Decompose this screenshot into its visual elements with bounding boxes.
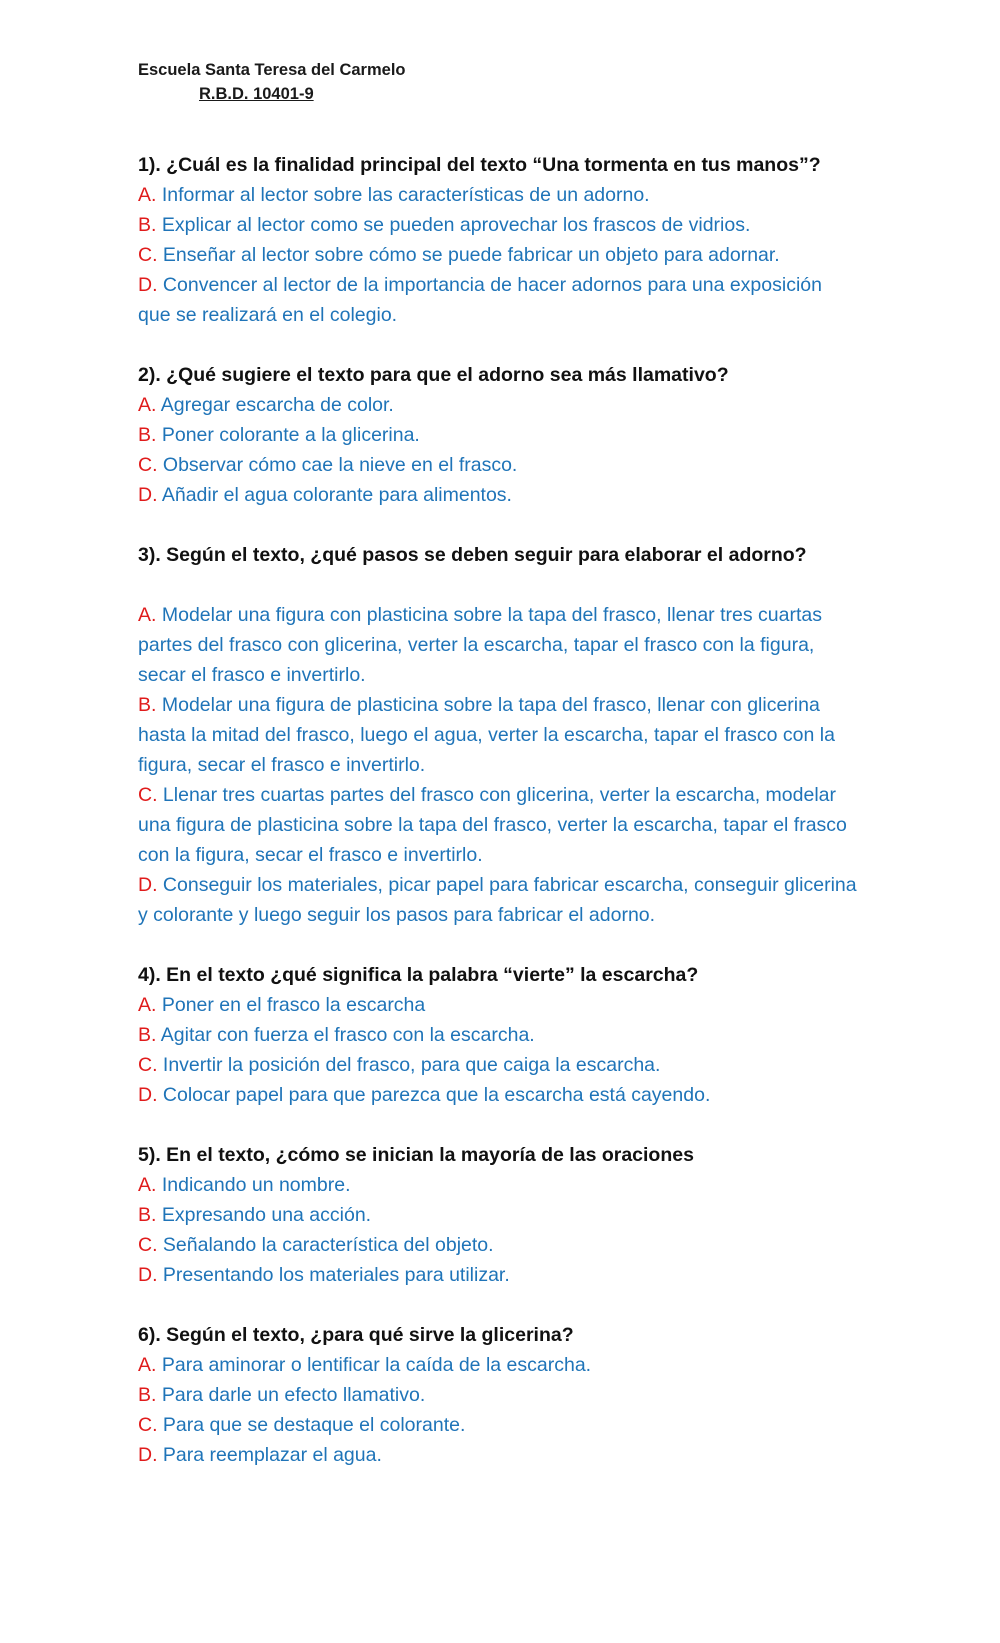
option-letter: B.: [138, 214, 157, 236]
option-c[interactable]: [138, 450, 858, 480]
question-1: [138, 150, 858, 330]
option-text: Explicar al lector como se pueden aprovechar los frascos de vidrios.: [161, 214, 751, 236]
option-text: Agitar con fuerza el frasco con la escarcha.: [160, 1024, 535, 1046]
option-letter: B.: [138, 1384, 157, 1406]
option-letter: B.: [138, 694, 157, 716]
option-letter: A.: [138, 184, 157, 206]
option-letter: D.: [138, 1444, 158, 1466]
option-letter: B.: [138, 1024, 157, 1046]
option-letter: A.: [138, 1174, 157, 1196]
option-a[interactable]: [138, 390, 858, 420]
option-letter: D.: [138, 274, 158, 296]
school-header: [138, 58, 406, 106]
option-letter: D.: [138, 1084, 158, 1106]
option-text: Añadir el agua colorante para alimentos.: [161, 484, 512, 506]
option-b[interactable]: [138, 690, 858, 780]
question-2: [138, 360, 858, 510]
option-text: Convencer al lector de la importancia de hacer adornos para una exposición que se realizará en el colegio.: [138, 274, 822, 326]
option-letter: A.: [138, 1354, 157, 1376]
option-letter: C.: [138, 1054, 158, 1076]
option-b[interactable]: [138, 420, 858, 450]
option-b[interactable]: [138, 1380, 858, 1410]
option-text: Poner colorante a la glicerina.: [161, 424, 420, 446]
option-text: Presentando los materiales para utilizar.: [162, 1264, 510, 1286]
option-a[interactable]: [138, 600, 858, 690]
option-letter: D.: [138, 1264, 158, 1286]
school-name: Escuela Santa Teresa del Carmelo: [138, 61, 406, 79]
option-text: Para darle un efecto llamativo.: [161, 1384, 426, 1406]
option-letter: B.: [138, 1204, 157, 1226]
question-3: [138, 540, 858, 930]
question-4: [138, 960, 858, 1110]
option-c[interactable]: [138, 240, 858, 270]
option-letter: C.: [138, 784, 158, 806]
option-a[interactable]: [138, 1350, 858, 1380]
question-title: 1). ¿Cuál es la finalidad principal del texto “Una tormenta en tus manos”?: [138, 154, 821, 176]
question-title: 6). Según el texto, ¿para qué sirve la glicerina?: [138, 1324, 574, 1346]
option-letter: D.: [138, 484, 158, 506]
question-title: 5). En el texto, ¿cómo se inician la mayoría de las oraciones: [138, 1144, 694, 1166]
option-letter: D.: [138, 874, 158, 896]
option-text: Expresando una acción.: [161, 1204, 372, 1226]
option-a[interactable]: [138, 990, 858, 1020]
option-letter: C.: [138, 454, 158, 476]
school-rbd: R.B.D. 10401-9: [199, 85, 314, 103]
option-a[interactable]: [138, 1170, 858, 1200]
option-letter: C.: [138, 1414, 158, 1436]
option-text: Para que se destaque el colorante.: [162, 1414, 466, 1436]
option-d[interactable]: [138, 870, 858, 930]
option-text: Señalando la característica del objeto.: [162, 1234, 494, 1256]
option-text: Enseñar al lector sobre cómo se puede fabricar un objeto para adornar.: [162, 244, 780, 266]
option-c[interactable]: [138, 1050, 858, 1080]
option-text: Informar al lector sobre las características de un adorno.: [161, 184, 650, 206]
option-c[interactable]: [138, 780, 858, 870]
option-text: Observar cómo cae la nieve en el frasco.: [162, 454, 518, 476]
option-letter: A.: [138, 394, 157, 416]
option-text: Agregar escarcha de color.: [160, 394, 394, 416]
option-b[interactable]: [138, 210, 858, 240]
question-title: 3). Según el texto, ¿qué pasos se deben seguir para elaborar el adorno?: [138, 544, 807, 566]
option-letter: C.: [138, 1234, 158, 1256]
option-b[interactable]: [138, 1020, 858, 1050]
option-text: Modelar una figura de plasticina sobre la tapa del frasco, llenar con glicerina hasta la mitad del frasco, luego el agua, verter la escarcha, tapar el frasco con la figura, secar el frasco e invertirlo.: [138, 694, 835, 776]
option-text: Para reemplazar el agua.: [162, 1444, 382, 1466]
option-text: Llenar tres cuartas partes del frasco con glicerina, verter la escarcha, modelar una figura de plasticina sobre la tapa del frasco, verter la escarcha, tapar el frasco con la figura, secar el frasco e invertirlo.: [138, 784, 847, 866]
option-d[interactable]: [138, 1440, 858, 1470]
question-5: [138, 1140, 858, 1290]
option-d[interactable]: [138, 270, 858, 330]
option-letter: B.: [138, 424, 157, 446]
question-title: 4). En el texto ¿qué significa la palabra “vierte” la escarcha?: [138, 964, 699, 986]
option-c[interactable]: [138, 1410, 858, 1440]
option-a[interactable]: [138, 180, 858, 210]
option-text: Modelar una figura con plasticina sobre la tapa del frasco, llenar tres cuartas partes del frasco con glicerina, verter la escarcha, tapar el frasco con la figura, secar el frasco e invertirlo.: [138, 604, 822, 686]
option-d[interactable]: [138, 480, 858, 510]
question-title: 2). ¿Qué sugiere el texto para que el adorno sea más llamativo?: [138, 364, 729, 386]
option-text: Indicando un nombre.: [161, 1174, 351, 1196]
option-text: Invertir la posición del frasco, para que caiga la escarcha.: [162, 1054, 661, 1076]
option-letter: A.: [138, 994, 157, 1016]
question-gap: [138, 570, 858, 600]
option-letter: C.: [138, 244, 158, 266]
option-d[interactable]: [138, 1080, 858, 1110]
option-text: Poner en el frasco la escarcha: [161, 994, 426, 1016]
quiz: [138, 150, 858, 1500]
option-text: Para aminorar o lentificar la caída de la escarcha.: [161, 1354, 592, 1376]
option-c[interactable]: [138, 1230, 858, 1260]
option-text: Conseguir los materiales, picar papel para fabricar escarcha, conseguir glicerina y colorante y luego seguir los pasos para fabricar el adorno.: [138, 874, 857, 926]
option-b[interactable]: [138, 1200, 858, 1230]
option-d[interactable]: [138, 1260, 858, 1290]
question-6: [138, 1320, 858, 1470]
option-letter: A.: [138, 604, 157, 626]
option-text: Colocar papel para que parezca que la escarcha está cayendo.: [162, 1084, 711, 1106]
